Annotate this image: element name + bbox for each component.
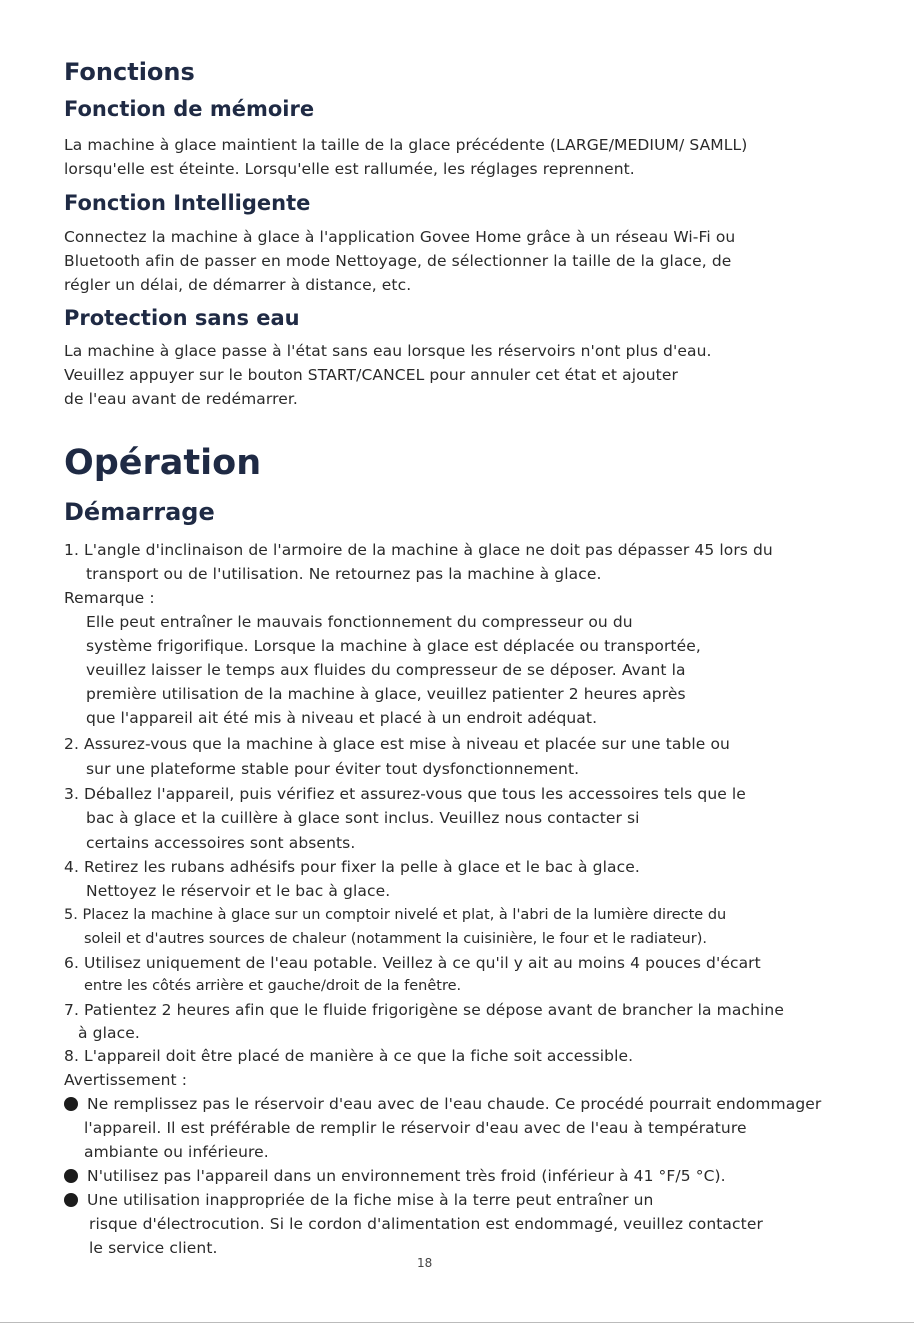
list-item-7: 7. Patientez 2 heures afin que le fluide frigorigène se dépose avant de brancher la machine bbox=[64, 1001, 784, 1019]
remark-line: veuillez laisser le temps aux fluides du compresseur de se déposer. Avant la bbox=[86, 661, 686, 679]
paragraph-line: La machine à glace passe à l'état sans eau lorsque les réservoirs n'ont plus d'eau. bbox=[64, 342, 712, 360]
bullet-icon bbox=[64, 1193, 78, 1207]
paragraph-line: Connectez la machine à glace à l'application Govee Home grâce à un réseau Wi-Fi ou bbox=[64, 228, 736, 246]
paragraph-line: lorsqu'elle est éteinte. Lorsqu'elle est rallumée, les réglages reprennent. bbox=[64, 160, 635, 178]
warning-line: N'utilisez pas l'appareil dans un environnement très froid (inférieur à 41 °F/5 °C). bbox=[87, 1167, 726, 1185]
remark-line: système frigorifique. Lorsque la machine à glace est déplacée ou transportée, bbox=[86, 637, 701, 655]
list-item-3-cont: bac à glace et la cuillère à glace sont inclus. Veuillez nous contacter si bbox=[86, 809, 640, 827]
warning-line: le service client. bbox=[89, 1239, 218, 1257]
bullet-icon bbox=[64, 1097, 78, 1111]
bullet-icon bbox=[64, 1169, 78, 1183]
warning-line: ambiante ou inférieure. bbox=[84, 1143, 269, 1161]
page-divider bbox=[0, 1322, 914, 1323]
list-item-3-cont: certains accessoires sont absents. bbox=[86, 834, 356, 852]
paragraph-line: Bluetooth afin de passer en mode Nettoyage, de sélectionner la taille de la glace, de bbox=[64, 252, 732, 270]
section-title-operation: Opération bbox=[64, 443, 262, 483]
list-item-4-cont: Nettoyez le réservoir et le bac à glace. bbox=[86, 882, 391, 900]
remark-line: que l'appareil ait été mis à niveau et placé à un endroit adéquat. bbox=[86, 709, 598, 727]
remark-line: Elle peut entraîner le mauvais fonctionnement du compresseur ou du bbox=[86, 613, 633, 631]
paragraph-line: régler un délai, de démarrer à distance, etc. bbox=[64, 276, 412, 294]
warning-line: Une utilisation inappropriée de la fiche mise à la terre peut entraîner un bbox=[87, 1191, 654, 1209]
warning-label: Avertissement : bbox=[64, 1071, 188, 1089]
heading-demarrage: Démarrage bbox=[64, 498, 215, 526]
list-item-4: 4. Retirez les rubans adhésifs pour fixer la pelle à glace et le bac à glace. bbox=[64, 858, 640, 876]
warning-line: risque d'électrocution. Si le cordon d'alimentation est endommagé, veuillez contacter bbox=[89, 1215, 763, 1233]
list-item-3: 3. Déballez l'appareil, puis vérifiez et assurez-vous que tous les accessoires tels que le bbox=[64, 785, 746, 803]
remark-line: première utilisation de la machine à glace, veuillez patienter 2 heures après bbox=[86, 685, 686, 703]
paragraph-line: de l'eau avant de redémarrer. bbox=[64, 390, 298, 408]
list-item-6: 6. Utilisez uniquement de l'eau potable. Veillez à ce qu'il y ait au moins 4 pouces d'écart bbox=[64, 954, 761, 972]
heading-protection-sans-eau: Protection sans eau bbox=[64, 306, 300, 330]
warning-line: l'appareil. Il est préférable de remplir le réservoir d'eau avec de l'eau à température bbox=[84, 1119, 747, 1137]
paragraph-line: Veuillez appuyer sur le bouton START/CANCEL pour annuler cet état et ajouter bbox=[64, 366, 678, 384]
list-item-2: 2. Assurez-vous que la machine à glace est mise à niveau et placée sur une table ou bbox=[64, 735, 730, 753]
list-item-8: 8. L'appareil doit être placé de manière à ce que la fiche soit accessible. bbox=[64, 1047, 634, 1065]
section-title-fonctions: Fonctions bbox=[64, 58, 195, 86]
list-item-5-cont: soleil et d'autres sources de chaleur (notamment la cuisinière, le four et le radiateur). bbox=[84, 931, 707, 947]
remark-label: Remarque : bbox=[64, 589, 155, 607]
list-item-2-cont: sur une plateforme stable pour éviter tout dysfonctionnement. bbox=[86, 760, 580, 778]
list-item-5: 5. Placez la machine à glace sur un comptoir nivelé et plat, à l'abri de la lumière directe du bbox=[64, 907, 727, 923]
list-item-7-cont: à glace. bbox=[78, 1024, 140, 1042]
heading-fonction-memoire: Fonction de mémoire bbox=[64, 97, 315, 121]
heading-fonction-intelligente: Fonction Intelligente bbox=[64, 191, 311, 215]
list-item-1-cont: transport ou de l'utilisation. Ne retournez pas la machine à glace. bbox=[86, 565, 602, 583]
page-number: 18 bbox=[417, 1256, 433, 1270]
warning-line: Ne remplissez pas le réservoir d'eau avec de l'eau chaude. Ce procédé pourrait endommager bbox=[87, 1095, 822, 1113]
list-item-1: 1. L'angle d'inclinaison de l'armoire de la machine à glace ne doit pas dépasser 45 lors du bbox=[64, 541, 773, 559]
paragraph-line: La machine à glace maintient la taille de la glace précédente (LARGE/MEDIUM/ SAMLL) bbox=[64, 136, 748, 154]
list-item-6-cont: entre les côtés arrière et gauche/droit de la fenêtre. bbox=[84, 978, 462, 994]
